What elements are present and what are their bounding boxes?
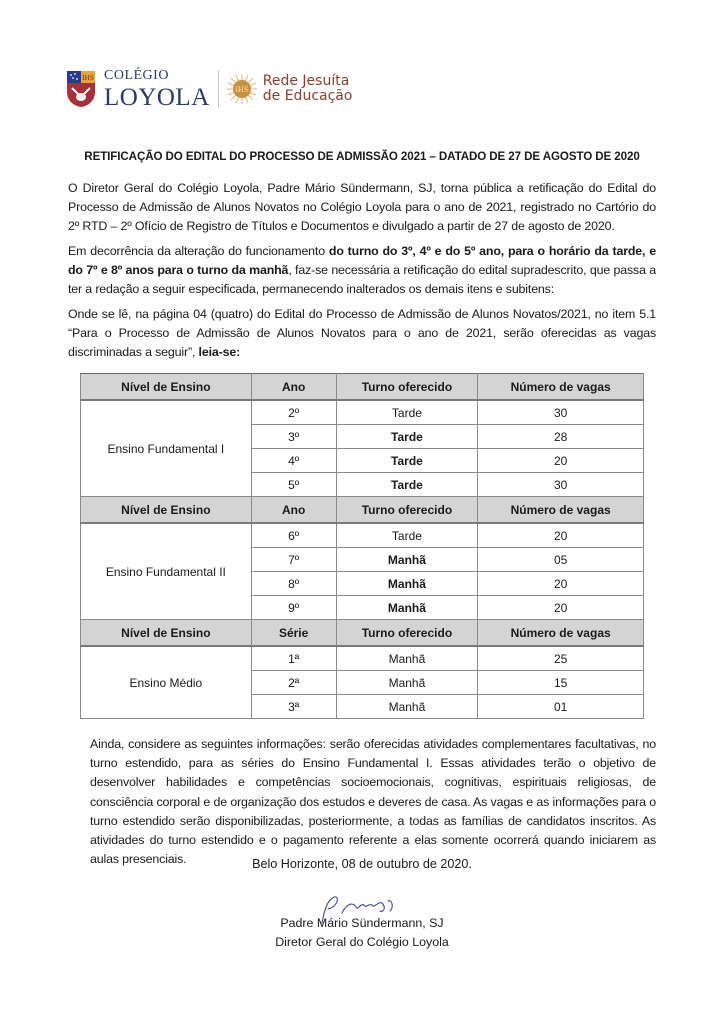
serie-cell: 1ª <box>251 646 336 671</box>
vagas-cell: 20 <box>478 596 644 620</box>
ano-cell: 8º <box>251 572 336 596</box>
vagas-cell: 05 <box>478 548 644 572</box>
turno-cell: Tarde <box>336 473 478 497</box>
table-header-row <box>81 620 644 647</box>
signature-role: Diretor Geral do Colégio Loyola <box>275 935 449 949</box>
colegio-loyola-shield-icon <box>66 70 96 108</box>
table-header-row <box>81 374 644 401</box>
turno-cell: Manhã <box>336 572 478 596</box>
header-vagas: Número de vagas <box>478 620 644 647</box>
turno-cell: Manhã <box>336 646 478 671</box>
header-vagas: Número de vagas <box>478 497 644 524</box>
header-nivel: Nível de Ensino <box>81 620 252 647</box>
turno-cell: Tarde <box>336 425 478 449</box>
ano-cell: 5º <box>251 473 336 497</box>
place-date: Belo Horizonte, 08 de outubro de 2020. <box>252 857 472 871</box>
level-cell: Ensino Fundamental I <box>81 400 252 497</box>
table-row <box>81 400 644 425</box>
turno-cell: Manhã <box>336 695 478 719</box>
reference-paragraph: Onde se lê, na página 04 (quatro) do Edital do Processo de Admissão de Alunos Novatos/2021, no item 5.1 “Para o Processo de Admissão de Alunos Novatos para o ano de 2021, serão oferecidas as vagas discriminadas a seguir”, leia-se: <box>68 307 656 359</box>
header-serie: Série <box>251 620 336 647</box>
vagas-cell: 30 <box>478 400 644 425</box>
rede-jesuita-sun-icon <box>227 74 257 104</box>
vagas-cell: 20 <box>478 449 644 473</box>
table-row <box>81 646 644 671</box>
vagas-cell: 01 <box>478 695 644 719</box>
vacancies-table <box>80 373 644 719</box>
svg-text:IHS: IHS <box>82 75 94 82</box>
ano-cell: 6º <box>251 523 336 548</box>
vagas-cell: 30 <box>478 473 644 497</box>
header-vagas: Número de vagas <box>478 374 644 401</box>
header-turno: Turno oferecido <box>336 374 478 401</box>
ano-cell: 3º <box>251 425 336 449</box>
header-turno: Turno oferecido <box>336 497 478 524</box>
table-header-row <box>81 497 644 524</box>
svg-text:IHS: IHS <box>234 86 249 94</box>
header-nivel: Nível de Ensino <box>81 497 252 524</box>
serie-cell: 2ª <box>251 671 336 695</box>
serie-cell: 3ª <box>251 695 336 719</box>
ano-cell: 9º <box>251 596 336 620</box>
turno-cell: Tarde <box>336 523 478 548</box>
logo-divider <box>218 70 219 108</box>
rede-jesuita-wordmark: Rede Jesuíta de Educação <box>262 73 353 104</box>
signature-name: Padre Mário Sündermann, SJ <box>280 916 444 930</box>
document-title: RETIFICAÇÃO DO EDITAL DO PROCESSO DE ADMISSÃO 2021 – DATADO DE 27 DE AGOSTO DE 2020 <box>84 150 640 163</box>
header-logos <box>66 67 352 111</box>
vagas-cell: 25 <box>478 646 644 671</box>
level-cell: Ensino Médio <box>81 646 252 719</box>
vagas-cell: 20 <box>478 523 644 548</box>
turno-cell: Tarde <box>336 449 478 473</box>
header-ano: Ano <box>251 497 336 524</box>
ano-cell: 2º <box>251 400 336 425</box>
level-cell: Ensino Fundamental II <box>81 523 252 620</box>
ano-cell: 7º <box>251 548 336 572</box>
turno-cell: Manhã <box>336 596 478 620</box>
ano-cell: 4º <box>251 449 336 473</box>
turno-cell: Tarde <box>336 400 478 425</box>
turno-cell: Manhã <box>336 548 478 572</box>
change-paragraph: Em decorrência da alteração do funcionamento do turno do 3º, 4º e do 5º ano, para o horário da tarde, e do 7º e 8º anos para o turno da manhã, faz-se necessária a retificação do edital supradescrito, que passa a ter a redação a seguir especificada, permanecendo inalterados os demais itens e subitens: <box>68 244 656 296</box>
turno-cell: Manhã <box>336 671 478 695</box>
vagas-cell: 28 <box>478 425 644 449</box>
additional-info-paragraph: Ainda, considere as seguintes informações: serão oferecidas atividades complementares facultativas, no turno estendido, para as séries do Ensino Fundamental I. Essas atividades terão o objetivo de desenvolver habilidades e competências socioemocionais, cognitivas, espirituais religiosas, de consciência corporal e de organização dos estudos e deveres de casa. As vagas e as informações para o turno estendido serão disponibilizadas, posteriormente, a todas as famílias de candidatos inscritos. As atividades do turno estendido e o pagamento referente a elas somente ocorrerá quando iniciarem as aulas presenciais. <box>90 737 656 867</box>
header-nivel: Nível de Ensino <box>81 374 252 401</box>
header-ano: Ano <box>251 374 336 401</box>
colegio-loyola-wordmark: COLÉGIO LOYOLA <box>104 68 210 111</box>
vagas-cell: 20 <box>478 572 644 596</box>
header-turno: Turno oferecido <box>336 620 478 647</box>
table-row <box>81 523 644 548</box>
vagas-cell: 15 <box>478 671 644 695</box>
intro-paragraph: O Diretor Geral do Colégio Loyola, Padre Mário Sündermann, SJ, torna pública a retificação do Edital do Processo de Admissão de Alunos Novatos no Colégio Loyola para o ano de 2021, registrado no Cartório do 2º RTD – 2º Ofício de Registro de Títulos e Documentos e divulgado a partir de 27 de agosto de 2020. <box>68 181 656 233</box>
